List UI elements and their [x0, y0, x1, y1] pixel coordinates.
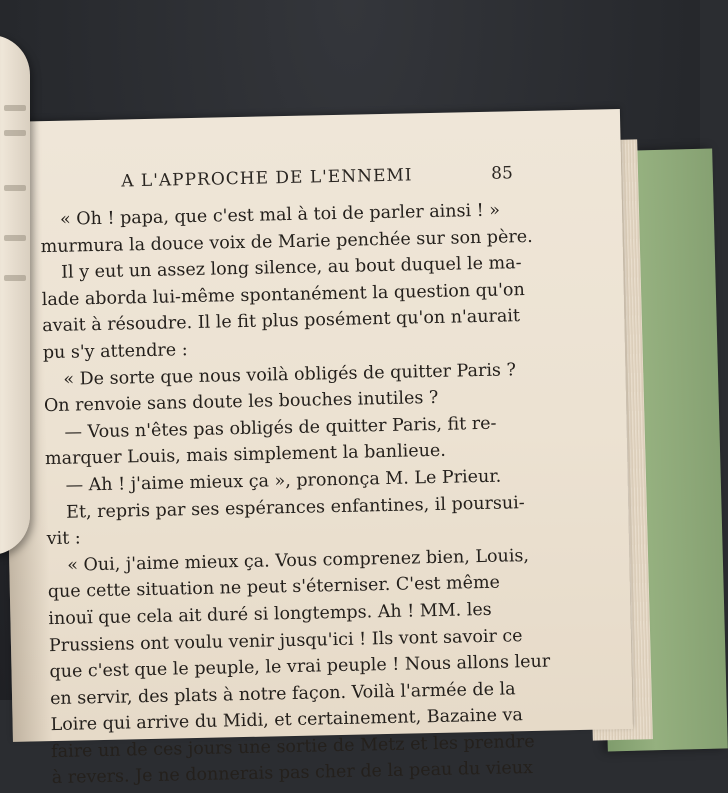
text-line: Prussiens ont voulu venir jusqu'ici ! Ils vont savoir ce	[48, 625, 523, 656]
text-line: « Oh ! papa, que c'est mal à toi de parler ainsi ! »	[59, 200, 501, 230]
text-fragment	[4, 130, 26, 136]
text-fragment	[4, 185, 26, 191]
text-line: — Vous n'êtes pas obligés de quitter Paris, fit re-	[64, 413, 497, 443]
facing-page-curl	[0, 35, 30, 555]
text-line: — Ah ! j'aime mieux ça », prononça M. Le Prieur.	[65, 466, 502, 496]
text-line: avait à résoudre. Il le fit plus posément qu'on n'aurait	[42, 306, 521, 337]
text-line: en servir, des plats à notre façon. Voilà l'armée de la	[49, 679, 516, 709]
running-header: A L'APPROCHE DE L'ENNEMI	[121, 165, 413, 192]
page-text	[40, 196, 592, 792]
text-line: « De sorte que nous voilà obligés de quitter Paris ?	[63, 359, 517, 390]
text-line: pu s'y attendre :	[42, 340, 188, 364]
text-fragment	[4, 105, 26, 111]
text-line: à revers. Je ne donnerais pas cher de la peau du vieux	[51, 758, 534, 789]
text-line: On renvoie sans doute les bouches inutiles ?	[43, 388, 439, 417]
text-fragment	[4, 235, 26, 241]
text-line: marquer Louis, mais simplement la banlieue.	[44, 441, 447, 470]
text-line: que c'est que le peuple, le vrai peuple ! Nous allons leur	[49, 651, 551, 683]
text-line: murmura la douce voix de Marie penchée sur son père.	[40, 226, 533, 257]
text-line: « Oui, j'aime mieux ça. Vous comprenez bien, Louis,	[67, 545, 530, 576]
text-fragment	[4, 275, 26, 281]
text-line: lade aborda lui-même spontanément la question qu'on	[41, 279, 525, 310]
text-line: que cette situation ne peut s'éterniser. C'est même	[47, 572, 501, 603]
text-line: Et, repris par ses espérances enfantines, il poursui-	[65, 492, 525, 523]
page-number: 85	[490, 163, 514, 184]
book-page	[0, 109, 633, 789]
text-line: faire un de ces jours une sortie de Metz et les prendre	[50, 731, 535, 762]
text-line: Il y eut un assez long silence, au bout duquel le ma-	[60, 253, 522, 283]
text-line: inouï que cela ait duré si longtemps. Ah ! MM. les	[48, 599, 492, 629]
text-line: Loire qui arrive du Midi, et certainement, Bazaine va	[50, 705, 524, 736]
text-line: vit :	[46, 528, 81, 550]
